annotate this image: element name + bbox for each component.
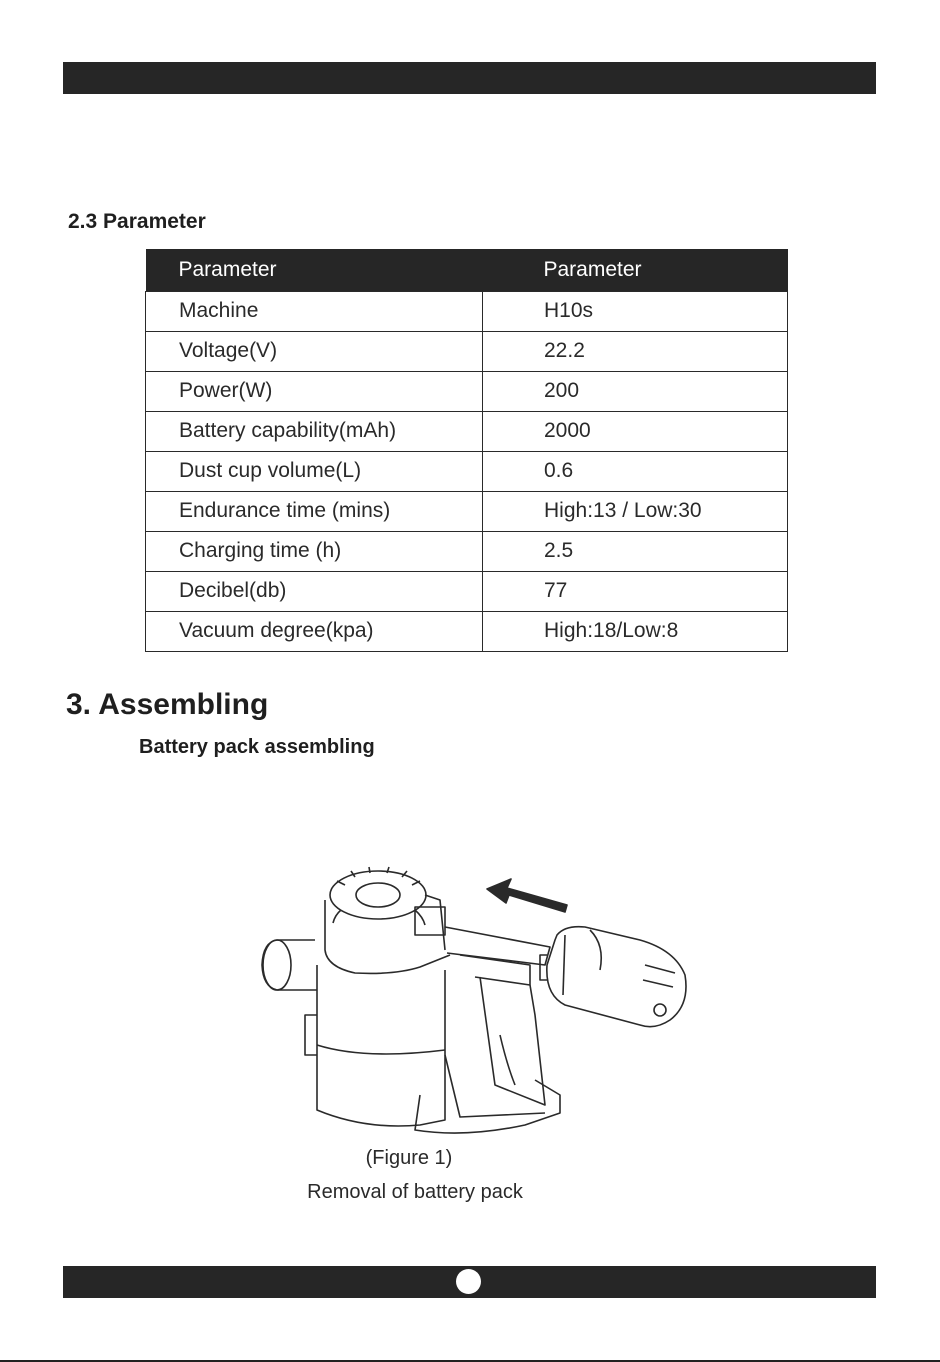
parameter-value: 77 xyxy=(483,571,788,611)
parameter-name: Voltage(V) xyxy=(146,331,483,371)
parameter-value: H10s xyxy=(483,291,788,331)
parameter-value: 2.5 xyxy=(483,531,788,571)
parameter-value: 22.2 xyxy=(483,331,788,371)
figure-caption: Removal of battery pack xyxy=(307,1181,523,1203)
header-bar xyxy=(63,62,876,94)
figure-label: (Figure 1) xyxy=(365,1147,453,1169)
table-row xyxy=(146,371,788,411)
page-number-badge xyxy=(456,1269,481,1294)
parameter-name: Machine xyxy=(146,291,483,331)
table-row xyxy=(146,491,788,531)
parameter-table xyxy=(145,249,788,652)
table-header-row xyxy=(146,249,788,291)
parameter-name: Charging time (h) xyxy=(146,531,483,571)
parameter-name: Decibel(db) xyxy=(146,571,483,611)
insert-arrow-icon xyxy=(487,879,567,912)
parameter-value: 200 xyxy=(483,371,788,411)
parameter-value: 2000 xyxy=(483,411,788,451)
parameter-value: High:18/Low:8 xyxy=(483,611,788,651)
parameter-name: Vacuum degree(kpa) xyxy=(146,611,483,651)
section-title: 2.3 Parameter xyxy=(68,210,206,233)
parameter-name: Battery capability(mAh) xyxy=(146,411,483,451)
table-row xyxy=(146,451,788,491)
table-row xyxy=(146,411,788,451)
assembling-subheading: Battery pack assembling xyxy=(139,736,375,758)
column-header-parameter: Parameter xyxy=(146,249,483,291)
column-header-value: Parameter xyxy=(483,249,788,291)
table-row xyxy=(146,291,788,331)
parameter-name: Power(W) xyxy=(146,371,483,411)
table-row xyxy=(146,331,788,371)
footer-bar xyxy=(63,1266,876,1298)
parameter-name: Dust cup volume(L) xyxy=(146,451,483,491)
table-row xyxy=(146,531,788,571)
table-row xyxy=(146,611,788,651)
vacuum-battery-illustration xyxy=(245,855,705,1145)
assembling-heading: 3. Assembling xyxy=(66,688,269,721)
table-row xyxy=(146,571,788,611)
parameter-value: High:13 / Low:30 xyxy=(483,491,788,531)
parameter-name: Endurance time (mins) xyxy=(146,491,483,531)
parameter-value: 0.6 xyxy=(483,451,788,491)
